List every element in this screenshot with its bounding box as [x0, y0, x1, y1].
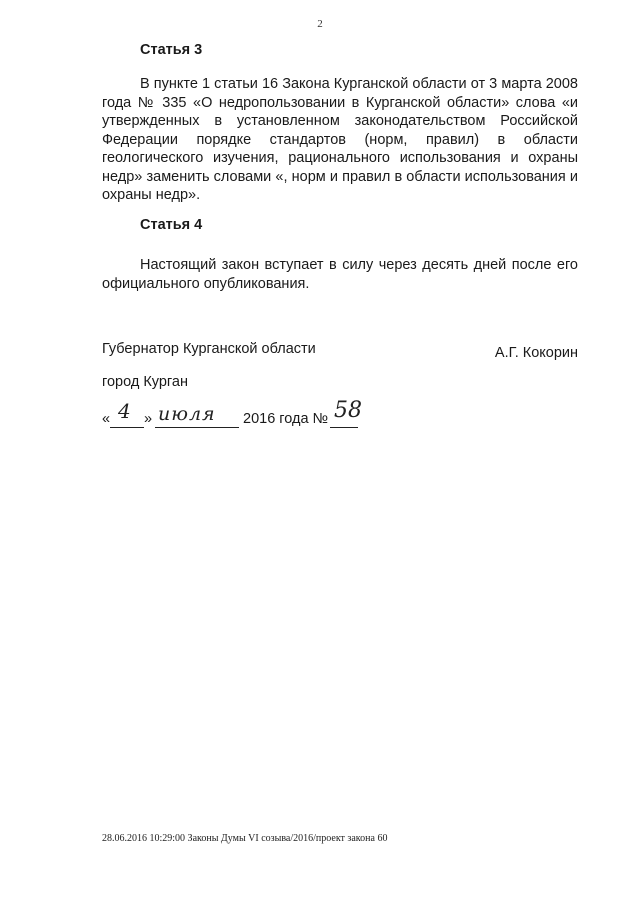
- article-4-text: Настоящий закон вступает в силу через десять дней после его официального опубликования.: [102, 257, 578, 292]
- document-footer: 28.06.2016 10:29:00 Законы Думы VI созыва/2016/проект закона 60: [102, 833, 388, 844]
- page-number: 2: [317, 18, 323, 30]
- date-day-underline: [110, 427, 144, 428]
- date-year-and-number-label: 2016 года №: [243, 411, 329, 427]
- article-3-heading: Статья 3: [140, 42, 203, 58]
- law-number-underline: [330, 427, 358, 428]
- date-close-quote: »: [144, 411, 153, 427]
- governor-name: А.Г. Кокорин: [494, 345, 578, 361]
- date-month-handwritten: июля: [158, 403, 216, 425]
- governor-title: Губернатор Курганской области: [102, 341, 316, 357]
- date-month-underline: [155, 427, 239, 428]
- law-number-handwritten: 58: [334, 398, 362, 423]
- date-day-handwritten: 4: [118, 399, 131, 423]
- article-3-text: В пункте 1 статьи 16 Закона Курганской области от 3 марта 2008 года № 335 «О недропользовании в Курганской области» слова «и утвержденных в установленном законодательством Российской Федерации порядке стандартов (норм, правил) в области геологического изучения, рационального использования и охраны недр» заменить словами «, норм и правил в области использования и охраны недр».: [102, 76, 578, 203]
- city-name: город Курган: [102, 374, 188, 390]
- date-open-quote: «: [102, 411, 111, 427]
- article-4-heading: Статья 4: [140, 217, 203, 233]
